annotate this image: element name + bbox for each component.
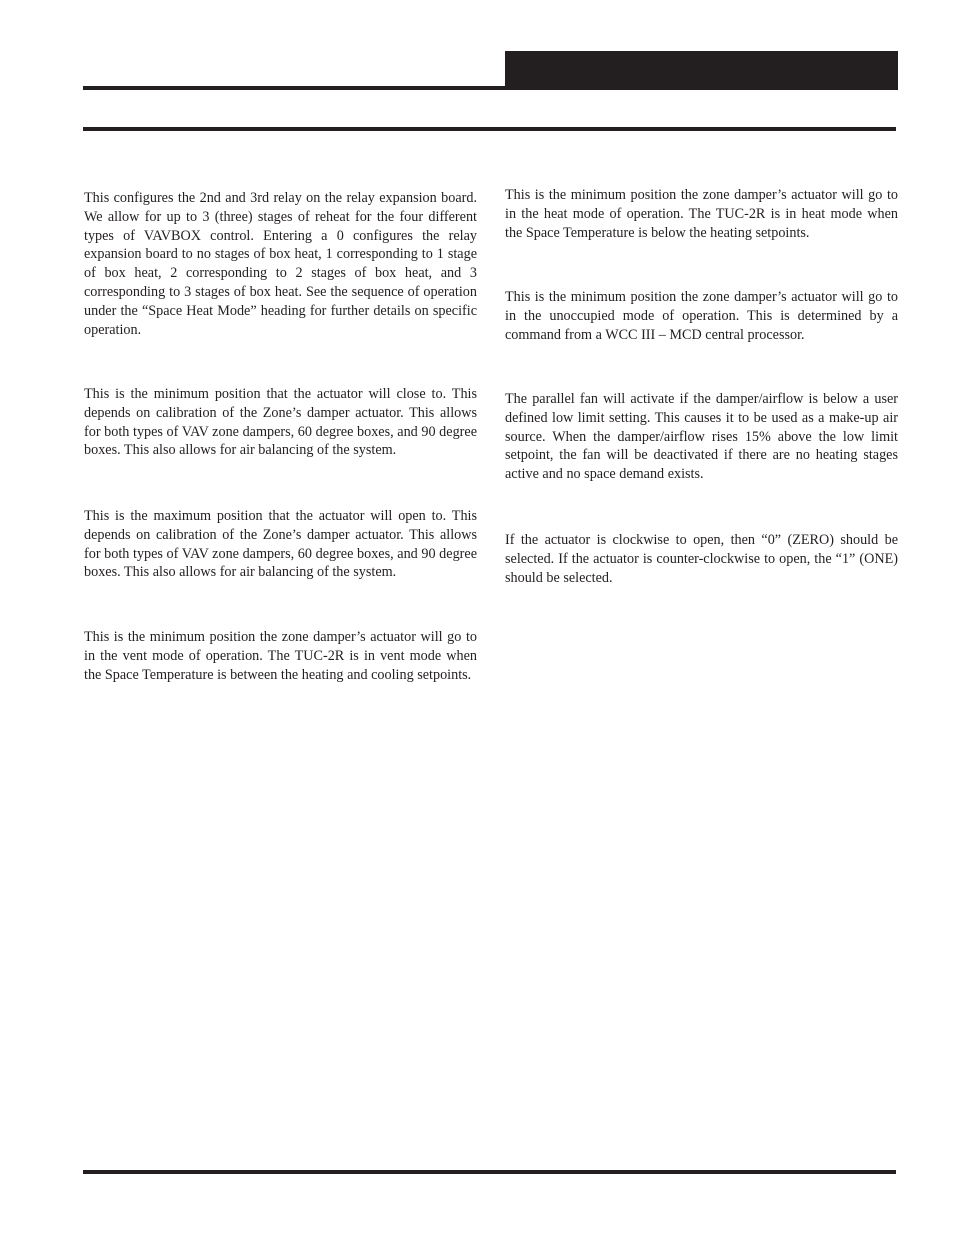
paragraph-box-heat-stages: This configures the 2nd and 3rd relay on the relay expansion board. We allow for up to 3 (three) stages of reheat for the four different types of VAVBOX control. Entering a 0 configures the relay expansion board to no stages of box heat, 1 corresponding to 1 stage of box heat, 2 corresponding to 2 stages of box heat, and 3 corresponding to 3 stages of box heat. See the sequence of operation under the “Space Heat Mode” heading for further details on specific operation. xyxy=(84,190,477,338)
paragraph-actuator-maximum: This is the maximum position that the actuator will open to. This depends on calibration of the Zone’s damper actuator. This allows for both types of VAV zone dampers, 60 degree boxes, and 90 degree boxes. This also allows for air balancing of the system. xyxy=(84,508,477,581)
header-rule-bottom xyxy=(83,127,896,131)
footer-rule xyxy=(83,1170,896,1174)
paragraph-actuator-minimum: This is the minimum position that the actuator will close to. This depends on calibration of the Zone’s damper actuator. This allows for both types of VAV zone dampers, 60 degree boxes, and 90 degree boxes. This also allows for air balancing of the system. xyxy=(84,386,477,459)
header-dark-block xyxy=(505,51,898,88)
paragraph-vent-mode-minimum: This is the minimum position the zone damper’s actuator will go to in the vent mode of operation. The TUC-2R is in vent mode when the Space Temperature is between the heating and cooling setpoints. xyxy=(84,629,477,683)
paragraph-unoccupied-minimum: This is the minimum position the zone damper’s actuator will go to in the unoccupied mode of operation. This is determined by a command from a WCC III – MCD central processor. xyxy=(505,289,898,343)
paragraph-parallel-fan: The parallel fan will activate if the damper/airflow is below a user defined low limit setting. This causes it to be used as a make-up air source. When the damper/airflow rises 15% above the low limit setpoint, the fan will be deactivated if there are no heating stages active and no space demand exists. xyxy=(505,391,898,483)
header-rule-top xyxy=(83,86,898,90)
paragraph-actuator-direction: If the actuator is clockwise to open, then “0” (ZERO) should be selected. If the actuator is counter-clockwise to open, the “1” (ONE) should be selected. xyxy=(505,532,898,586)
paragraph-heat-mode-minimum: This is the minimum position the zone damper’s actuator will go to in the heat mode of operation. The TUC-2R is in heat mode when the Space Temperature is below the heating setpoints. xyxy=(505,187,898,241)
